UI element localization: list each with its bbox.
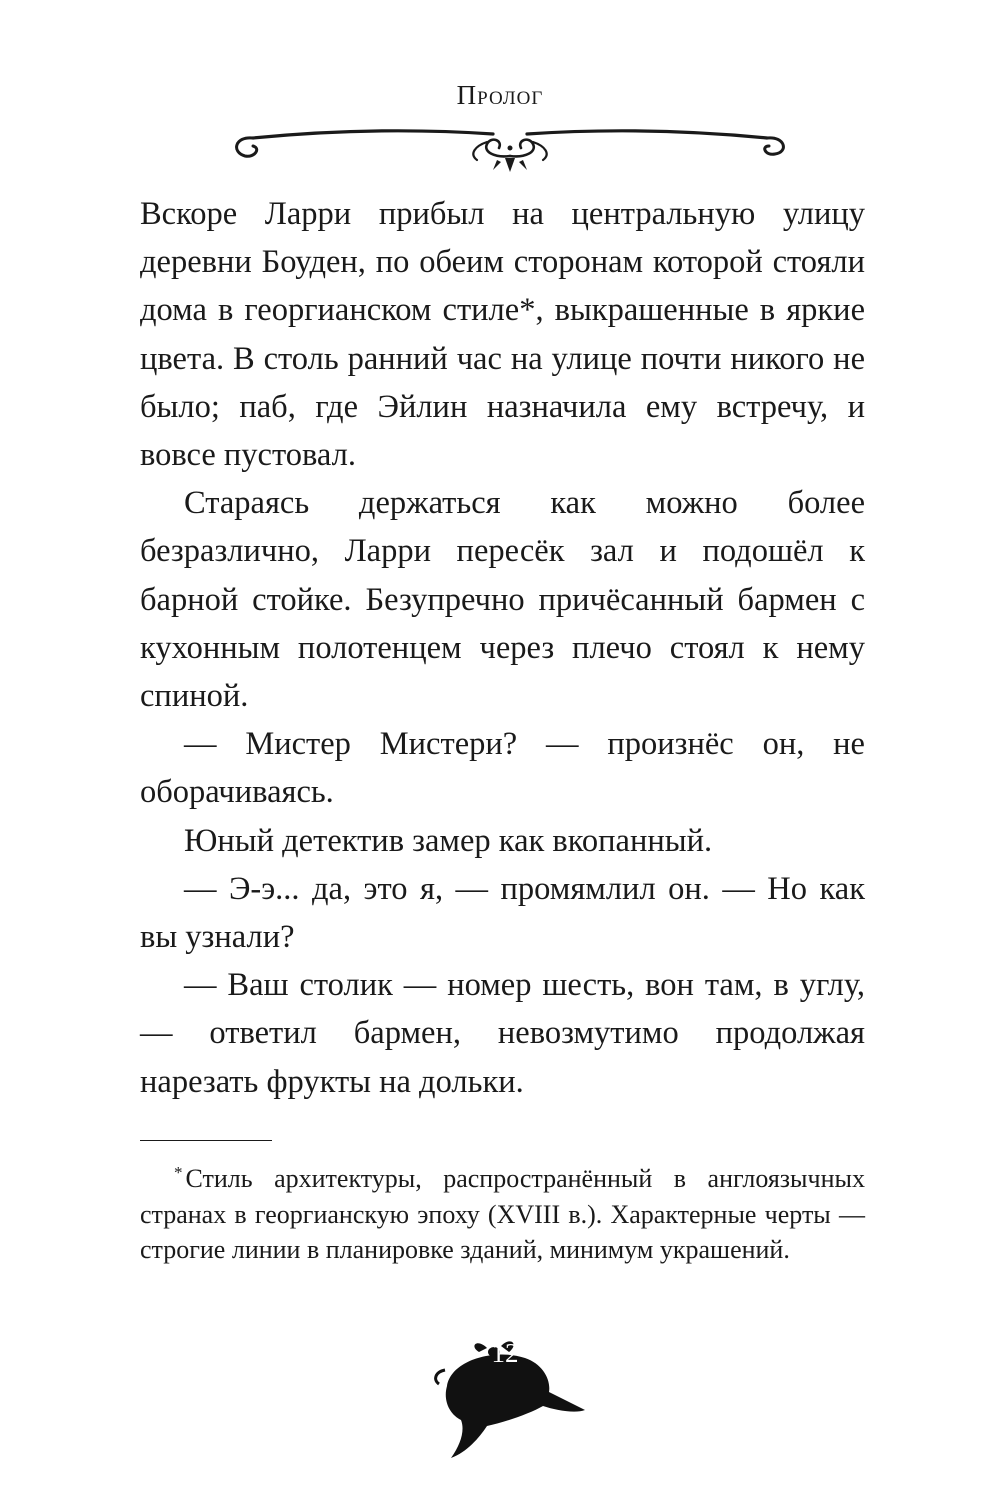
footnote-separator — [140, 1140, 272, 1141]
paragraph: Юный детектив замер как вкопанный. — [184, 822, 713, 859]
body-text — [140, 190, 865, 1106]
ornament-divider-icon — [225, 118, 795, 174]
footnote — [140, 1155, 865, 1268]
footnote-mark: * — [174, 1163, 183, 1182]
dialogue-line: — Ваш столик — номер шесть, вон там, в углу, — ответил бармен, невозмутимо продолжая нарезать фрукты на дольки. — [140, 967, 865, 1100]
footnote-text: Стиль архитектуры, распространённый в англоязычных странах в георгианскую эпоху (XVIII в.). Характерные черты — строгие линии в планировке зданий, минимум украшений. — [140, 1164, 865, 1264]
dialogue-line: — Э-э... да, это я, — промямлил он. — Но как вы узнали? — [140, 870, 865, 956]
dialogue-line: — Мистер Мистери? — произнёс он, не оборачиваясь. — [140, 726, 865, 811]
paragraph: Стараясь держаться как можно более безразлично, Ларри пересёк зал и подошёл к барной стойке. Безупречно причёсанный бармен с кухонным полотенцем через плечо стоял к нему спиной. — [140, 485, 865, 715]
paragraph: Вскоре Ларри прибыл на центральную улицу деревни Боуден, по обеим сторонам которой стояли дома в георгианском стиле*, выкрашенные в яркие цвета. В столь ранний час на улице почти никого не было; паб, где Эйлин назначила ему встречу, и вовсе пустовал. — [140, 196, 865, 474]
chapter-title: Пролог — [456, 80, 544, 110]
page-number: 12 — [491, 1338, 519, 1368]
